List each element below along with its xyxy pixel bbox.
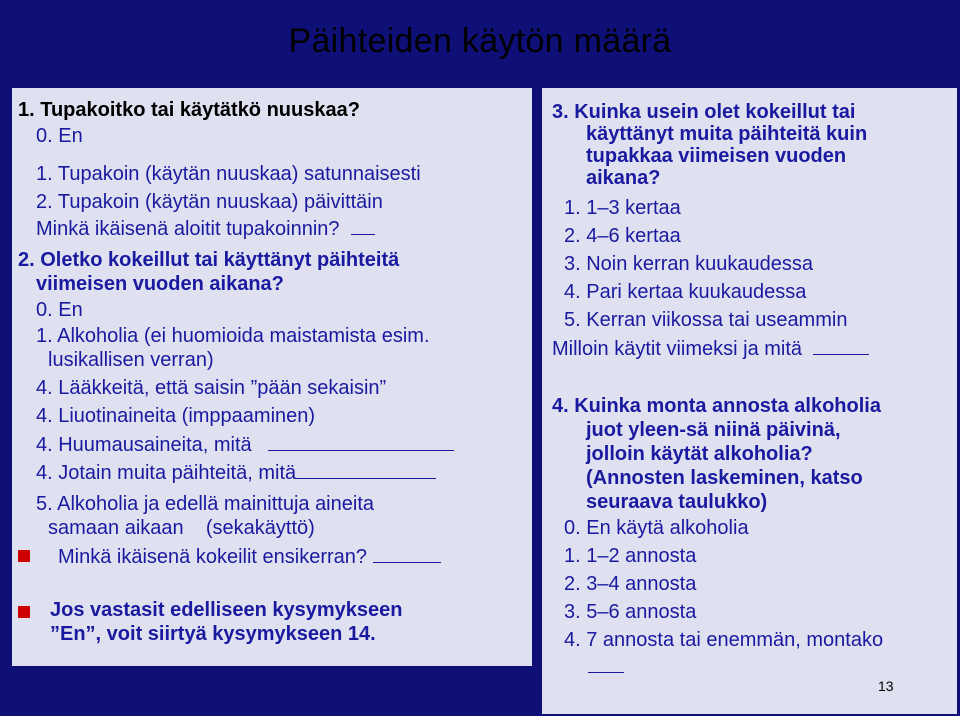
- bullet-icon: [18, 606, 30, 618]
- question-3-line-1: 3. Kuinka usein olet kokeillut tai: [552, 101, 856, 123]
- left-panel: [12, 88, 532, 666]
- question-4-line-5: seuraava taulukko): [586, 491, 768, 513]
- q3-option-2: 2. 4–6 kertaa: [564, 225, 681, 247]
- question-3-line-2: käyttänyt muita päihteitä kuin: [586, 123, 868, 145]
- q2-option-4-other-text: 4. Jotain muita päihteitä, mitä: [36, 462, 297, 484]
- q2-option-4-solvents: 4. Liuotinaineita (imppaaminen): [36, 405, 316, 427]
- q2-option-4-drugs: [36, 432, 454, 457]
- question-4-line-3: jolloin käytät alkoholia?: [586, 443, 813, 465]
- answer-blank[interactable]: [351, 216, 375, 235]
- answer-blank[interactable]: [268, 432, 454, 451]
- q2-option-4-drugs-text: 4. Huumausaineita, mitä: [36, 434, 252, 456]
- q4-option-0: 0. En käytä alkoholia: [564, 517, 749, 539]
- skip-note-line-2: ”En”, voit siirtyä kysymykseen 14.: [50, 623, 376, 645]
- q3-option-5: 5. Kerran viikossa tai useammin: [564, 309, 848, 331]
- q3-last-use: [552, 336, 869, 361]
- q2-option-1-line-1: 1. Alkoholia (ei huomioida maistamista esim.: [36, 325, 430, 347]
- q2-first-try-age: [58, 544, 441, 569]
- answer-blank[interactable]: [373, 544, 441, 563]
- answer-blank[interactable]: [588, 654, 624, 673]
- q3-last-use-text: Milloin käytit viimeksi ja mitä: [552, 338, 803, 360]
- page-number: 13: [878, 678, 894, 694]
- q3-option-4: 4. Pari kertaa kuukaudessa: [564, 281, 807, 303]
- q1-start-age-text: Minkä ikäisenä aloitit tupakoinnin?: [36, 218, 340, 240]
- bullet-icon: [18, 550, 30, 562]
- q2-option-4-medicines: 4. Lääkkeitä, että saisin ”pään sekaisin”: [36, 377, 387, 399]
- question-3-line-3: tupakkaa viimeisen vuoden: [586, 145, 847, 167]
- skip-note-line-1: Jos vastasit edelliseen kysymykseen: [50, 599, 403, 621]
- q2-option-5-line-2: samaan aikaan (sekakäyttö): [48, 517, 315, 539]
- answer-blank[interactable]: [296, 460, 436, 479]
- question-4-line-4: (Annosten laskeminen, katso: [586, 467, 863, 489]
- q4-option-4: 4. 7 annosta tai enemmän, montako: [564, 629, 884, 651]
- question-2-line-1: 2. Oletko kokeillut tai käyttänyt päihteitä: [18, 249, 400, 271]
- q1-option-2: 2. Tupakoin (käytän nuuskaa) päivittäin: [36, 191, 383, 213]
- q3-option-3: 3. Noin kerran kuukaudessa: [564, 253, 814, 275]
- q1-start-age: [36, 216, 375, 241]
- q1-option-1: 1. Tupakoin (käytän nuuskaa) satunnaisesti: [36, 163, 421, 185]
- page-title: Päihteiden käytön määrä: [288, 22, 672, 60]
- q2-option-1-line-2: lusikallisen verran): [48, 349, 214, 371]
- q2-option-5-line-1: 5. Alkoholia ja edellä mainittuja aineita: [36, 493, 374, 515]
- q4-option-2: 2. 3–4 annosta: [564, 573, 697, 595]
- right-panel: [542, 88, 957, 714]
- question-4-line-2: juot yleen-sä niinä päivinä,: [586, 419, 841, 441]
- q2-option-4-other: [36, 460, 436, 485]
- question-1: 1. Tupakoitko tai käytätkö nuuskaa?: [18, 99, 360, 121]
- answer-blank[interactable]: [813, 336, 869, 355]
- question-4-line-1: 4. Kuinka monta annosta alkoholia: [552, 395, 881, 417]
- q4-option-1: 1. 1–2 annosta: [564, 545, 697, 567]
- q4-option-3: 3. 5–6 annosta: [564, 601, 697, 623]
- question-2-line-2: viimeisen vuoden aikana?: [36, 273, 284, 295]
- q2-first-try-age-text: Minkä ikäisenä kokeilit ensikerran?: [58, 546, 368, 568]
- question-3-line-4: aikana?: [586, 167, 661, 189]
- q1-option-0: 0. En: [36, 125, 83, 147]
- q2-option-0: 0. En: [36, 299, 83, 321]
- q3-option-1: 1. 1–3 kertaa: [564, 197, 681, 219]
